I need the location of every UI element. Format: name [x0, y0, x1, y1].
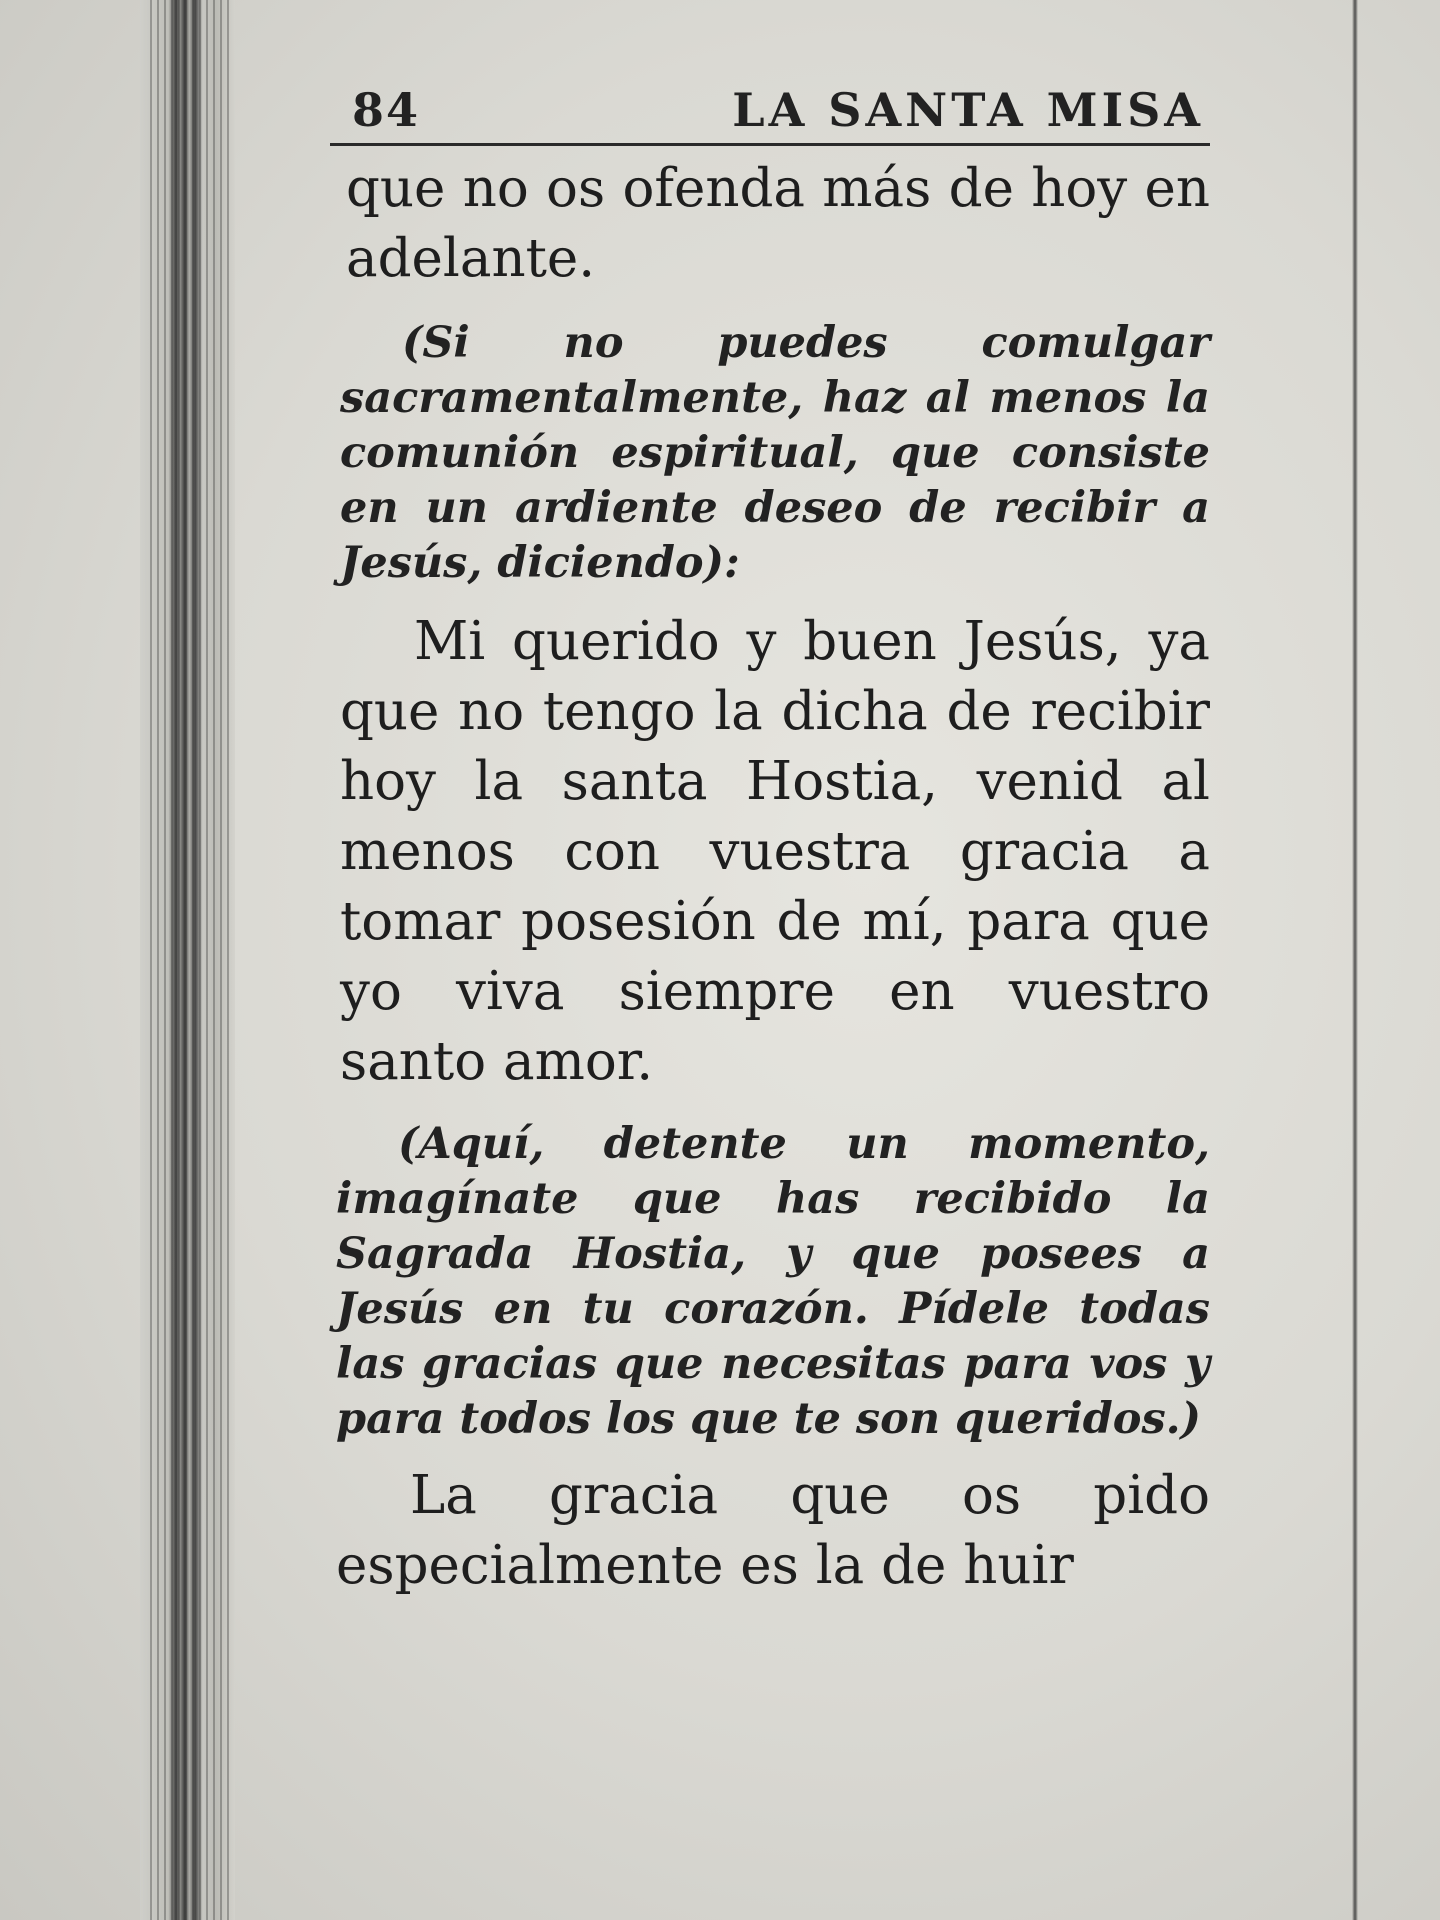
continuation-paragraph: que no os ofenda más de hoy en adelante. [346, 158, 1210, 289]
prayer-paragraph: Mi querido y buen Jesús, ya que no tengo la dicha de recibir hoy la santa Hostia, venid al menos con vuestra gracia a tomar posesión de mí, para que yo viva siempre en vuestro santo amor. [340, 611, 1210, 1092]
closing-paragraph: La gracia que os pido especialmente es la de huir [336, 1465, 1210, 1596]
page-number: 84 [352, 83, 421, 137]
rubric-pause: (Aquí, detente un momento, imagínate que has recibido la Sagrada Hostia, y que posees a Jesús en tu corazón. Pídele todas las gracias que necesitas para vos y para todos los que te son queridos.) [336, 1119, 1210, 1444]
running-header [330, 70, 1210, 146]
book-page [330, 70, 1210, 1601]
page-right-edge [1352, 0, 1358, 1920]
running-title: LA SANTA MISA [732, 83, 1204, 137]
page-edges [150, 0, 230, 1920]
rubric-spiritual-communion: (Si no puedes comulgar sacramentalmente, haz al menos la comunión espiritual, que consiste en un ardiente deseo de recibir a Jesús, diciendo): [340, 318, 1210, 588]
